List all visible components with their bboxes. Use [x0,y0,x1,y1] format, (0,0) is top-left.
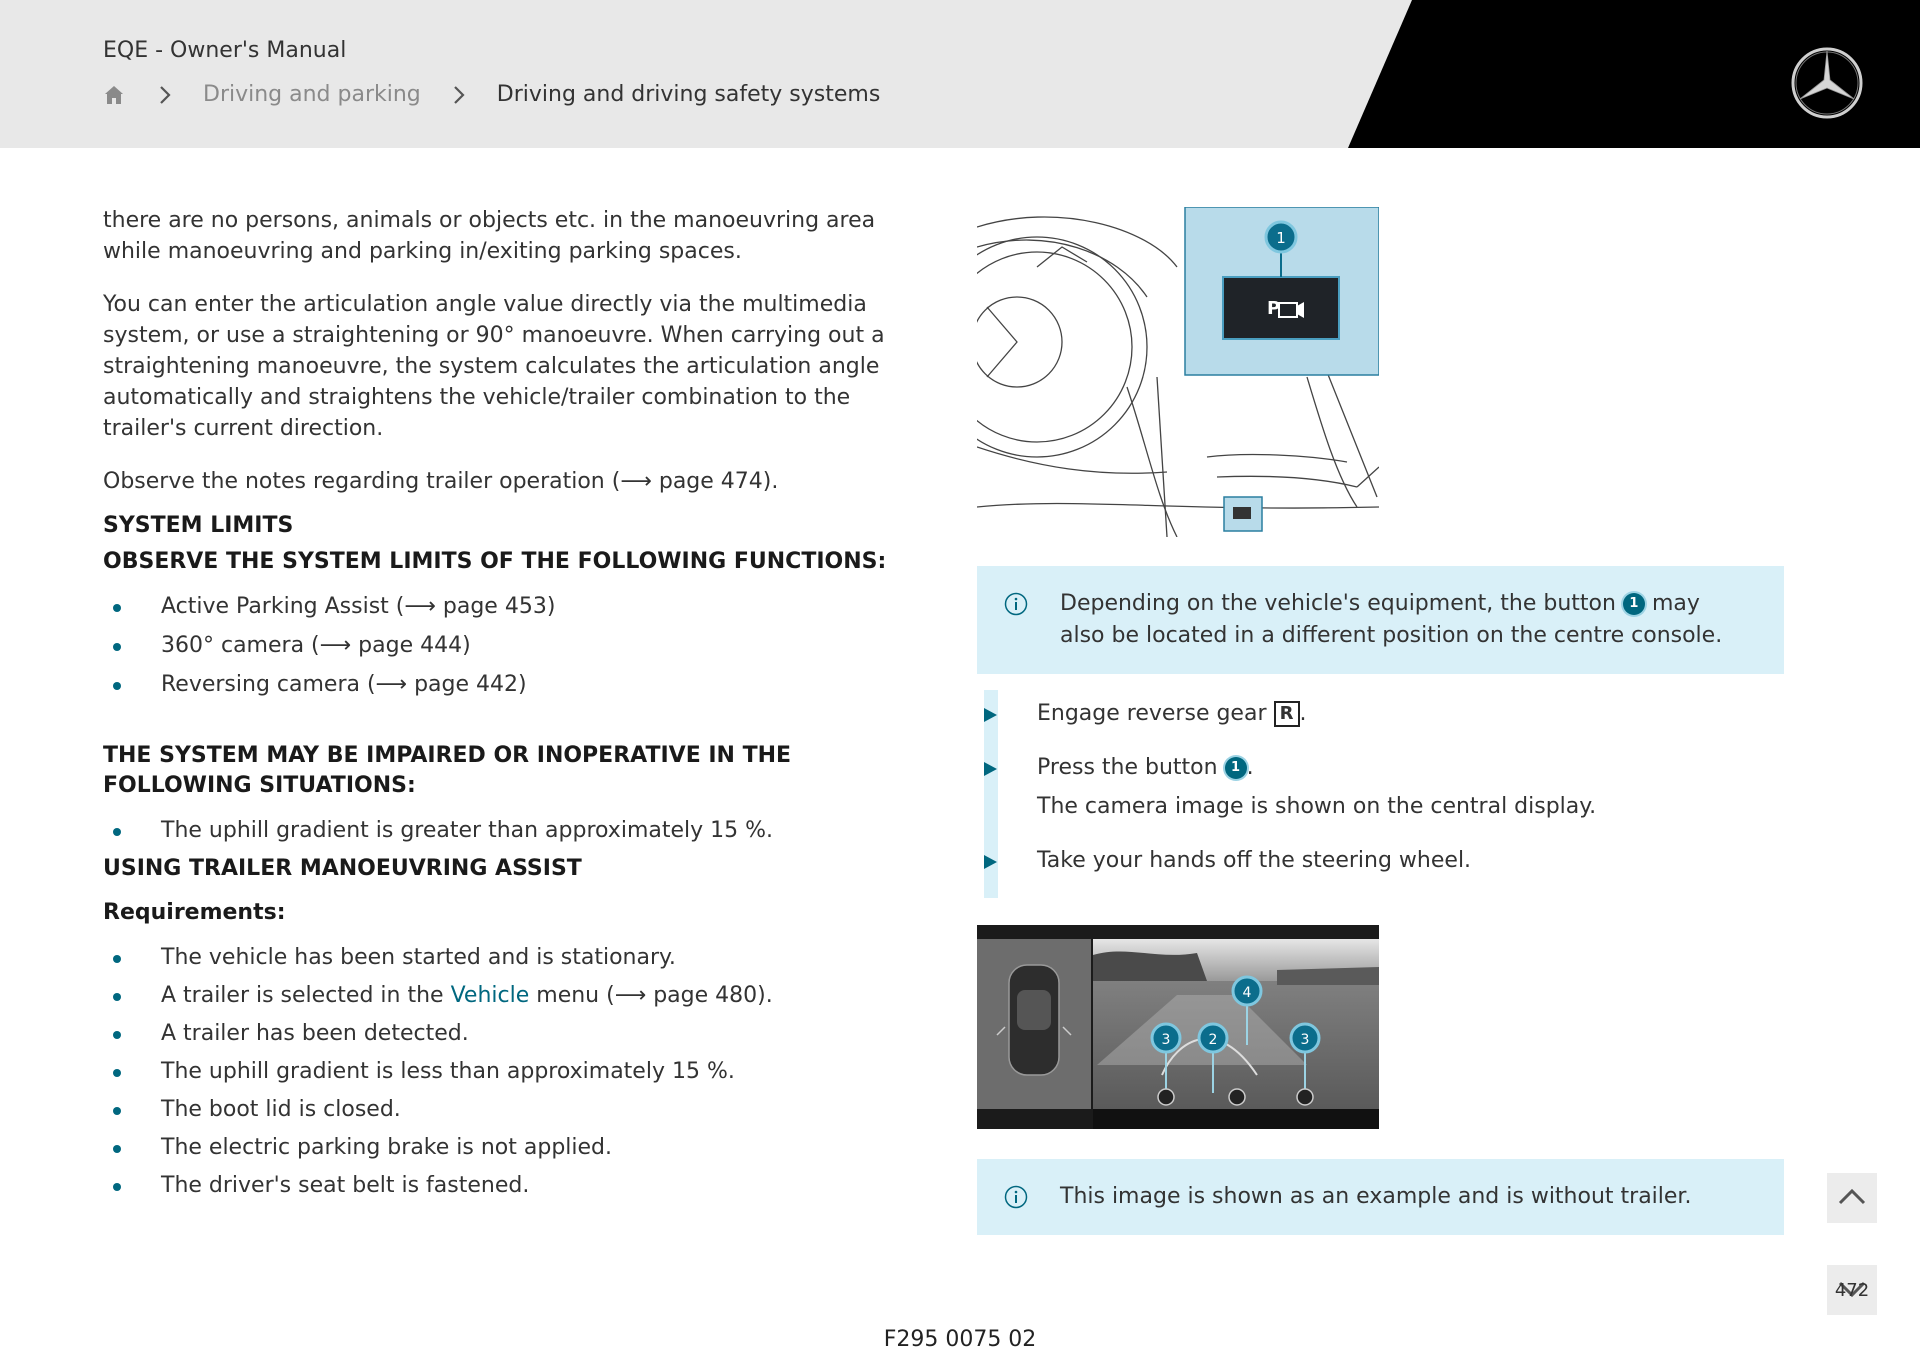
callout-number: 1 [1276,229,1286,247]
step-arrow-icon [984,708,997,722]
info-note-example-image [977,1159,1784,1235]
chevron-up-icon [1827,1173,1877,1223]
cockpit-button-illustration [977,207,1379,537]
note-text-part: Depending on the vehicle's equipment, the button [1060,591,1623,616]
list-item-text: A trailer is selected in the [161,983,451,1008]
note-text-part: may also be located in a different position on the centre console. [1060,591,1723,648]
vehicle-menu-link[interactable]: Vehicle [450,983,530,1008]
brand-star-logo-icon[interactable] [1790,46,1864,120]
list-item [103,980,903,1018]
camera-display-illustration [977,925,1379,1129]
list-item: The electric parking brake is not applied. [103,1132,903,1170]
paragraph-trailer-notes: Observe the notes regarding trailer operation (⟶ page 474). [103,469,779,494]
step-text: Press the button [1037,755,1225,780]
requirements-list [103,942,903,1208]
step-text: Take your hands off the steering wheel. [1037,848,1472,873]
figure-code: F295 0075 02 [883,1327,1037,1352]
list-item: The boot lid is closed. [103,1094,903,1132]
list-item: Reversing camera (⟶ page 442) [103,669,903,708]
svg-text:2: 2 [1208,1032,1218,1048]
heading-using-trailer-assist: USING TRAILER MANOEUVRING ASSIST [103,856,582,881]
svg-text:4: 4 [1242,985,1252,1001]
list-item: Active Parking Assist (⟶ page 453) [103,591,903,630]
list-item: 360° camera (⟶ page 444) [103,630,903,669]
step-result-text: The camera image is shown on the central display. [1037,794,1597,819]
svg-text:3: 3 [1300,1032,1310,1048]
list-item: The uphill gradient is less than approximately 15 %. [103,1056,903,1094]
list-item: The driver's seat belt is fastened. [103,1170,903,1208]
document-title: EQE - Owner's Manual [103,38,347,63]
reverse-gear-symbol: R [1274,701,1300,727]
step-arrow-icon [984,762,997,776]
page-header [0,0,1920,148]
button-number-badge: 1 [1225,757,1247,779]
list-item: A trailer has been detected. [103,1018,903,1056]
list-item-text: menu (⟶ page 480). [529,983,773,1008]
button-number-badge: 1 [1623,593,1645,615]
situations-list [103,815,903,854]
chevron-right-icon [157,84,173,106]
list-item: The vehicle has been started and is stationary. [103,942,903,980]
heading-requirements: Requirements: [103,900,286,925]
info-icon [1004,592,1028,616]
step-text: . [1246,755,1254,780]
breadcrumb [103,82,880,107]
info-icon [1004,1185,1028,1209]
heading-observe-limits: OBSERVE THE SYSTEM LIMITS OF THE FOLLOWING FUNCTIONS: [103,549,887,574]
step-text: . [1299,701,1307,726]
paragraph: You can enter the articulation angle value directly via the multimedia system, or use a straightening or 90° manoeuvre. When carrying out a straightening manoeuvre, the system calculates the articulation angle automatically and straightens the vehicle/trailer combination to the trailer's current direction. [103,292,885,441]
breadcrumb-item-driving-and-parking[interactable]: Driving and parking [203,82,421,107]
svg-text:3: 3 [1161,1032,1171,1048]
chevron-right-icon [451,84,467,106]
breadcrumb-item-current: Driving and driving safety systems [496,82,881,107]
step-arrow-icon [984,855,997,869]
functions-list [103,591,903,708]
heading-system-limits: SYSTEM LIMITS [103,513,294,538]
paragraph: there are no persons, animals or objects etc. in the manoeuvring area while manoeuvring and parking in/exiting parking spaces. [103,208,876,264]
step-text: Engage reverse gear [1037,701,1274,726]
home-icon[interactable] [103,84,125,106]
note-text [1060,588,1740,652]
info-note-button-position [977,566,1784,674]
heading-impaired-situations: THE SYSTEM MAY BE IMPAIRED OR INOPERATIVE IN THE FOLLOWING SITUATIONS: [103,743,792,798]
list-item: The uphill gradient is greater than approximately 15 %. [103,815,903,854]
svg-text:P: P [1267,298,1281,319]
page-number: 472 [1834,1280,1870,1301]
note-text: This image is shown as an example and is without trailer. [1060,1184,1692,1209]
main-text-column [103,205,903,1208]
scroll-up-button[interactable] [1827,1173,1877,1223]
